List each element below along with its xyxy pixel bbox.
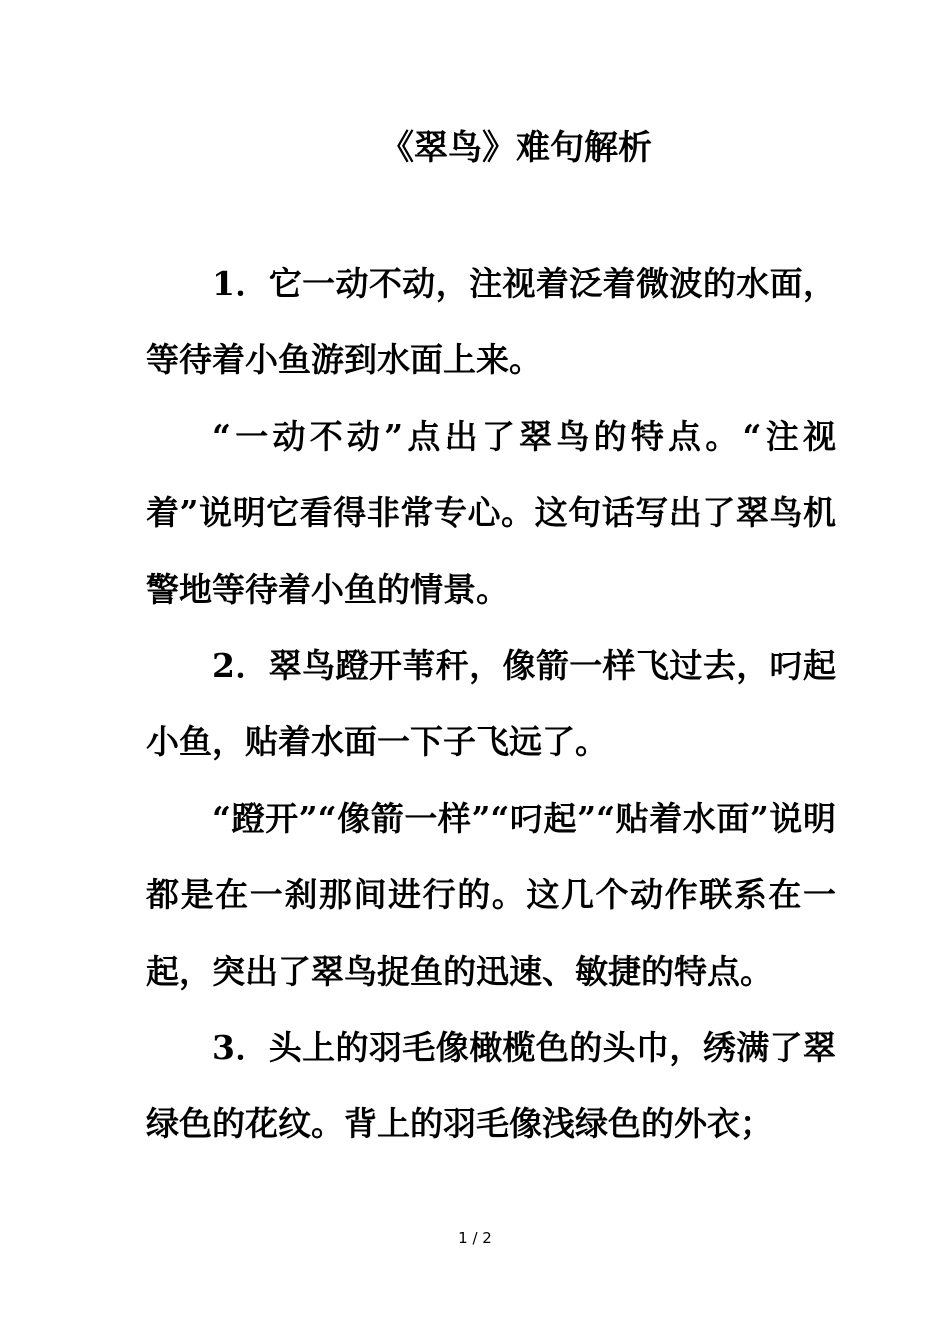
paragraph-5: 3．头上的羽毛像橄榄色的头巾，绣满了翠绿色的花纹。背上的羽毛像浅绿色的外衣； [146, 1028, 836, 1144]
page-number: 1 / 2 [458, 1229, 492, 1247]
paragraph-1: 1．它一动不动，注视着泛着微波的水面，等待着小鱼游到水面上来。 [146, 264, 836, 380]
paragraph-4: “蹬开”“像箭一样”“叼起”“贴着水面”说明都是在一刹那间进行的。这几个动作联系在一起，突出了翠鸟捉鱼的迅速、敏捷的特点。 [146, 798, 836, 991]
document-body [146, 246, 836, 1163]
document-title: 《翠鸟》难句解析 [380, 128, 652, 168]
paragraph-3: 2．翠鸟蹬开苇秆，像箭一样飞过去，叼起小鱼，贴着水面一下子飞远了。 [146, 646, 836, 762]
paragraph-2: “一动不动”点出了翠鸟的特点。“注视着”说明它看得非常专心。这句话写出了翠鸟机警地等待着小鱼的情景。 [146, 416, 836, 609]
